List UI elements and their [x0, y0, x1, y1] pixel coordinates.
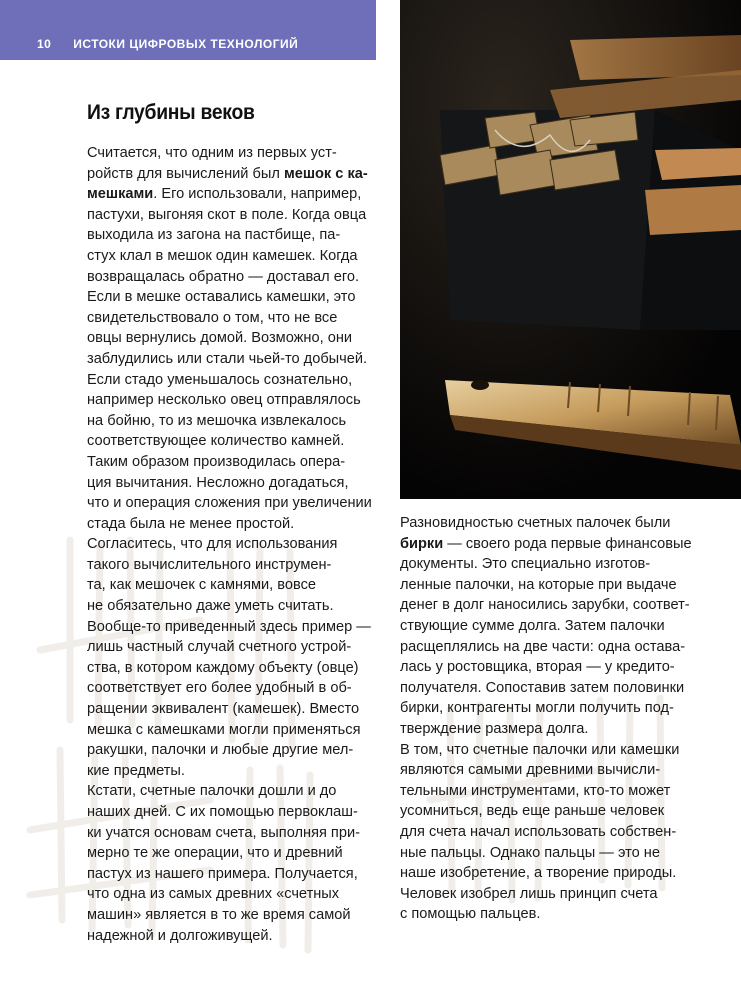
right-column-line: В том, что счетные палочки или камешки [400, 741, 680, 758]
right-column-line: ствующие сумме долга. Затем палочки [400, 617, 665, 634]
left-column-line: что одна из самых древних «счетных [87, 886, 340, 903]
running-title: ИСТОКИ ЦИФРОВЫХ ТЕХНОЛОГИЙ [73, 37, 299, 51]
left-column-line: Таким образом производилась опера- [87, 453, 346, 470]
left-column-line: Кстати, счетные палочки дошли и до [87, 783, 337, 800]
right-column-line: ленные палочки, на которые при выдаче [400, 576, 677, 593]
left-column-line: мешка с камешками могли применяться [87, 721, 361, 738]
right-column-line: бирки, контрагенты могли получить под- [400, 700, 674, 717]
left-column-line: ракушки, палочки и любые другие мел- [87, 742, 354, 759]
bold-term: мешками [87, 186, 154, 203]
left-column-line: возвращалась обратно — доставал его. [87, 268, 360, 285]
left-column-line: Если стадо уменьшалось сознательно, [87, 371, 353, 388]
running-header [37, 37, 298, 51]
left-column-line: соответствует его более удобный в об- [87, 680, 352, 697]
tally-sticks-museum-photo [400, 0, 741, 499]
left-column-line: не обязательно даже уметь считать. [87, 598, 334, 615]
left-column-line: выходила из загона на пастбище, па- [87, 227, 341, 244]
right-column-line: Разновидностью счетных палочек были [400, 515, 671, 531]
right-column-line: лась у ростовщика, вторая — у кредито- [400, 659, 675, 676]
left-column-line: стух клал в мешок один камешек. Когда [87, 247, 358, 264]
page-number: 10 [37, 37, 52, 51]
left-column-line: та, как мешочек с камнями, вовсе [87, 577, 316, 594]
right-column-line: тельными инструментами, кто-то может [400, 782, 671, 799]
right-column-line: получателя. Сопоставив затем половинки [400, 679, 685, 696]
left-column-line: мерно те же операции, что и древний [87, 845, 343, 862]
left-column-line: мешками. Его использовали, например, [87, 186, 362, 203]
left-column-line: лишь частный случай счетного устрой- [87, 639, 352, 656]
right-column-line: денег в долг наносились зарубки, соответ- [400, 597, 690, 614]
left-column-line: наших дней. С их помощью первоклаш- [87, 804, 358, 820]
left-column-line: Согласитесь, что для использования [87, 536, 338, 553]
left-column-line: ция вычитания. Несложно догадаться, [87, 474, 349, 491]
left-column-line: овцы вернулись домой. Возможно, они [87, 330, 353, 347]
left-column-line: свидетельствовало о том, что не все [87, 309, 338, 326]
left-column-line: стада была не менее простой. [87, 515, 295, 532]
left-column-line: надежной и долгоживущей. [87, 927, 273, 944]
right-column-line: бирки — своего рода первые финансовые [400, 535, 692, 552]
right-column-line: ные пальцы. Однако пальцы — это не [400, 844, 660, 861]
right-column-line: расщеплялись на две части: одна остава- [400, 638, 686, 655]
right-column-line: наше изобретение, а творение природы. [400, 865, 677, 882]
left-column-line: Если в мешке оставались камешки, это [87, 289, 356, 306]
bold-term: бирки [400, 535, 444, 552]
right-column-line: с помощью пальцев. [400, 906, 541, 923]
right-column-line: тверждение размера долга. [400, 720, 589, 737]
article-heading: Из глубины веков [87, 101, 255, 124]
right-column-line: документы. Это специально изготов- [400, 556, 651, 573]
left-column-line: машин» является в то же время самой [87, 906, 351, 923]
left-column-line: Вообще-то приведенный здесь пример — [87, 618, 371, 635]
left-column-line: кие предметы. [87, 762, 185, 779]
left-column-line: пастух из нашего примера. Получается, [87, 865, 358, 882]
right-column-line: являются самыми древними вычисли- [400, 762, 661, 779]
right-column-line: для счета начал использовать собствен- [400, 823, 677, 840]
left-column-line: например несколько овец отправлялось [87, 392, 361, 409]
right-column-line: усомниться, ведь еще раньше человек [400, 803, 665, 820]
left-column-line: соответствующее количество камней. [87, 433, 345, 450]
right-column-line: Человек изобрел лишь принцип счета [400, 885, 658, 902]
left-column-text [87, 143, 379, 946]
left-column-line: ройств для вычислений был мешок с ка- [87, 165, 368, 182]
left-column-line: что и операция сложения при увеличении [87, 495, 372, 512]
right-column-text [400, 513, 700, 925]
left-column-line: ства, в котором каждому объекту (овце) [87, 659, 359, 676]
left-column-line: ки учатся основам счета, выполняя при- [87, 824, 360, 841]
left-column-line: заблудились или стали чьей-то добычей. [87, 350, 368, 367]
bold-term: мешок с ка- [283, 165, 368, 182]
left-column-line: на бойню, то из мешочка извлекалось [87, 412, 347, 429]
left-column-line: Считается, что одним из первых уст- [87, 145, 337, 161]
left-column-line: ращении эквивалент (камешек). Вместо [87, 701, 360, 718]
header-band [0, 0, 376, 60]
left-column-line: такого вычислительного инструмен- [87, 556, 332, 573]
left-column-line: пастухи, выгоняя скот в поле. Когда овца [87, 206, 367, 223]
